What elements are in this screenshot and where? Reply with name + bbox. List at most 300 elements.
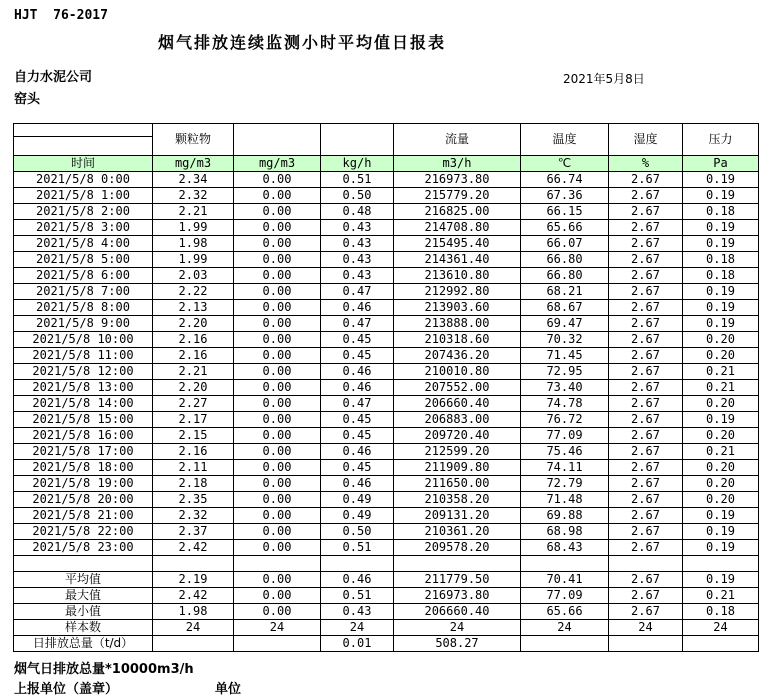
value-cell: 0.46 <box>321 380 394 396</box>
summary-value-cell: 0.51 <box>321 588 394 604</box>
value-cell: 0.43 <box>321 220 394 236</box>
value-cell: 0.20 <box>683 460 759 476</box>
value-cell: 0.00 <box>234 316 321 332</box>
spacer-cell <box>683 556 759 572</box>
unit-pressure: Pa <box>683 156 759 172</box>
time-cell: 2021/5/8 2:00 <box>14 204 153 220</box>
summary-value-cell: 24 <box>609 620 683 636</box>
spacer-cell <box>153 556 234 572</box>
value-cell: 0.19 <box>683 220 759 236</box>
summary-value-cell <box>683 636 759 652</box>
value-cell: 0.19 <box>683 540 759 556</box>
table-row <box>14 236 759 252</box>
spacer-cell <box>394 556 521 572</box>
spacer-row <box>14 556 759 572</box>
time-cell: 2021/5/8 21:00 <box>14 508 153 524</box>
unit-row <box>14 156 759 172</box>
time-cell: 2021/5/8 22:00 <box>14 524 153 540</box>
value-cell: 2.67 <box>609 524 683 540</box>
value-cell: 2.67 <box>609 492 683 508</box>
value-cell: 2.03 <box>153 268 234 284</box>
time-cell: 2021/5/8 19:00 <box>14 476 153 492</box>
value-cell: 71.48 <box>521 492 609 508</box>
value-cell: 0.19 <box>683 524 759 540</box>
value-cell: 0.00 <box>234 252 321 268</box>
value-cell: 65.66 <box>521 220 609 236</box>
value-cell: 0.21 <box>683 364 759 380</box>
value-cell: 209578.20 <box>394 540 521 556</box>
value-cell: 0.19 <box>683 284 759 300</box>
value-cell: 1.99 <box>153 252 234 268</box>
value-cell: 2.32 <box>153 188 234 204</box>
value-cell: 76.72 <box>521 412 609 428</box>
value-cell: 2.13 <box>153 300 234 316</box>
value-cell: 2.67 <box>609 332 683 348</box>
value-cell: 207436.20 <box>394 348 521 364</box>
value-cell: 0.00 <box>234 348 321 364</box>
value-cell: 2.67 <box>609 476 683 492</box>
value-cell: 2.67 <box>609 268 683 284</box>
table-row <box>14 332 759 348</box>
value-cell: 0.18 <box>683 252 759 268</box>
summary-value-cell <box>521 636 609 652</box>
time-cell: 2021/5/8 15:00 <box>14 412 153 428</box>
value-cell: 213610.80 <box>394 268 521 284</box>
value-cell: 206883.00 <box>394 412 521 428</box>
summary-value-cell: 24 <box>234 620 321 636</box>
value-cell: 0.00 <box>234 220 321 236</box>
value-cell: 2.35 <box>153 492 234 508</box>
value-cell: 2.67 <box>609 316 683 332</box>
reporting-unit-label: 上报单位（盖章） <box>14 682 119 697</box>
value-cell: 0.19 <box>683 316 759 332</box>
value-cell: 212599.20 <box>394 444 521 460</box>
table-row <box>14 300 759 316</box>
table-row <box>14 540 759 556</box>
table-row <box>14 460 759 476</box>
value-cell: 2.16 <box>153 332 234 348</box>
value-cell: 0.46 <box>321 444 394 460</box>
value-cell: 0.49 <box>321 492 394 508</box>
time-cell: 2021/5/8 1:00 <box>14 188 153 204</box>
unit-label: 单位 <box>215 682 242 697</box>
summary-value-cell: 77.09 <box>521 588 609 604</box>
value-cell: 207552.00 <box>394 380 521 396</box>
value-cell: 210361.20 <box>394 524 521 540</box>
value-cell: 66.80 <box>521 268 609 284</box>
value-cell: 66.07 <box>521 236 609 252</box>
value-cell: 0.00 <box>234 380 321 396</box>
value-cell: 77.09 <box>521 428 609 444</box>
value-cell: 2.67 <box>609 508 683 524</box>
value-cell: 0.19 <box>683 412 759 428</box>
value-cell: 1.98 <box>153 236 234 252</box>
summary-value-cell: 2.42 <box>153 588 234 604</box>
value-cell: 0.00 <box>234 476 321 492</box>
time-cell: 2021/5/8 6:00 <box>14 268 153 284</box>
value-cell: 0.00 <box>234 460 321 476</box>
summary-value-cell: 0.21 <box>683 588 759 604</box>
time-header: 时间 <box>14 156 153 172</box>
value-cell: 209131.20 <box>394 508 521 524</box>
value-cell: 0.46 <box>321 476 394 492</box>
value-cell: 2.67 <box>609 364 683 380</box>
value-cell: 0.00 <box>234 396 321 412</box>
time-cell: 2021/5/8 12:00 <box>14 364 153 380</box>
table-row <box>14 284 759 300</box>
value-cell: 2.15 <box>153 428 234 444</box>
summary-value-cell: 70.41 <box>521 572 609 588</box>
value-cell: 0.51 <box>321 172 394 188</box>
summary-value-cell <box>609 636 683 652</box>
value-cell: 0.00 <box>234 204 321 220</box>
value-cell: 0.19 <box>683 172 759 188</box>
value-cell: 2.67 <box>609 284 683 300</box>
standard-number: HJT 76-2017 <box>14 8 108 23</box>
value-cell: 68.98 <box>521 524 609 540</box>
summary-value-cell: 0.46 <box>321 572 394 588</box>
group-header-temperature: 温度 <box>521 124 609 156</box>
value-cell: 0.00 <box>234 332 321 348</box>
value-cell: 74.11 <box>521 460 609 476</box>
value-cell: 0.49 <box>321 508 394 524</box>
value-cell: 0.00 <box>234 268 321 284</box>
company-name: 自力水泥公司 <box>14 70 93 85</box>
value-cell: 2.67 <box>609 428 683 444</box>
value-cell: 2.21 <box>153 364 234 380</box>
summary-value-cell: 24 <box>153 620 234 636</box>
value-cell: 74.78 <box>521 396 609 412</box>
value-cell: 68.21 <box>521 284 609 300</box>
summary-value-cell: 206660.40 <box>394 604 521 620</box>
group-header-pressure: 压力 <box>683 124 759 156</box>
table-row <box>14 380 759 396</box>
value-cell: 70.32 <box>521 332 609 348</box>
value-cell: 213888.00 <box>394 316 521 332</box>
value-cell: 0.20 <box>683 332 759 348</box>
table-row <box>14 220 759 236</box>
time-cell: 2021/5/8 9:00 <box>14 316 153 332</box>
value-cell: 0.19 <box>683 508 759 524</box>
value-cell: 0.00 <box>234 428 321 444</box>
time-cell: 2021/5/8 3:00 <box>14 220 153 236</box>
value-cell: 73.40 <box>521 380 609 396</box>
value-cell: 0.00 <box>234 412 321 428</box>
value-cell: 0.19 <box>683 188 759 204</box>
value-cell: 0.00 <box>234 540 321 556</box>
corner-cell-bottom <box>14 137 153 156</box>
value-cell: 2.18 <box>153 476 234 492</box>
time-cell: 2021/5/8 17:00 <box>14 444 153 460</box>
summary-value-cell: 2.67 <box>609 572 683 588</box>
summary-value-cell: 24 <box>321 620 394 636</box>
value-cell: 0.43 <box>321 252 394 268</box>
spacer-cell <box>234 556 321 572</box>
table-row <box>14 412 759 428</box>
report-date: 2021年5月8日 <box>563 72 645 86</box>
summary-value-cell: 2.19 <box>153 572 234 588</box>
value-cell: 216973.80 <box>394 172 521 188</box>
time-cell: 2021/5/8 5:00 <box>14 252 153 268</box>
summary-value-cell: 24 <box>521 620 609 636</box>
summary-label-cell: 最大值 <box>14 588 153 604</box>
summary-value-cell: 0.19 <box>683 572 759 588</box>
value-cell: 0.45 <box>321 332 394 348</box>
value-cell: 2.67 <box>609 540 683 556</box>
table-row <box>14 204 759 220</box>
value-cell: 68.43 <box>521 540 609 556</box>
time-cell: 2021/5/8 23:00 <box>14 540 153 556</box>
value-cell: 2.67 <box>609 444 683 460</box>
summary-value-cell: 24 <box>394 620 521 636</box>
summary-row <box>14 620 759 636</box>
value-cell: 0.21 <box>683 444 759 460</box>
value-cell: 206660.40 <box>394 396 521 412</box>
value-cell: 0.18 <box>683 268 759 284</box>
value-cell: 0.50 <box>321 524 394 540</box>
value-cell: 0.19 <box>683 236 759 252</box>
table-row <box>14 492 759 508</box>
summary-value-cell: 508.27 <box>394 636 521 652</box>
value-cell: 0.00 <box>234 284 321 300</box>
value-cell: 212992.80 <box>394 284 521 300</box>
value-cell: 0.45 <box>321 428 394 444</box>
value-cell: 68.67 <box>521 300 609 316</box>
report-table <box>13 123 759 652</box>
value-cell: 69.47 <box>521 316 609 332</box>
value-cell: 0.43 <box>321 268 394 284</box>
value-cell: 0.21 <box>683 380 759 396</box>
value-cell: 66.80 <box>521 252 609 268</box>
time-cell: 2021/5/8 11:00 <box>14 348 153 364</box>
summary-value-cell: 0.18 <box>683 604 759 620</box>
value-cell: 2.67 <box>609 220 683 236</box>
time-cell: 2021/5/8 18:00 <box>14 460 153 476</box>
value-cell: 0.18 <box>683 204 759 220</box>
value-cell: 214708.80 <box>394 220 521 236</box>
table-row <box>14 428 759 444</box>
summary-value-cell: 0.01 <box>321 636 394 652</box>
group-header-blank-1 <box>234 124 321 156</box>
value-cell: 216825.00 <box>394 204 521 220</box>
value-cell: 69.88 <box>521 508 609 524</box>
time-cell: 2021/5/8 4:00 <box>14 236 153 252</box>
value-cell: 0.45 <box>321 348 394 364</box>
summary-value-cell: 65.66 <box>521 604 609 620</box>
value-cell: 2.67 <box>609 252 683 268</box>
value-cell: 0.47 <box>321 316 394 332</box>
value-cell: 0.20 <box>683 476 759 492</box>
summary-value-cell: 0.00 <box>234 588 321 604</box>
value-cell: 2.67 <box>609 236 683 252</box>
summary-value-cell: 2.67 <box>609 604 683 620</box>
summary-label-cell: 样本数 <box>14 620 153 636</box>
summary-row <box>14 572 759 588</box>
unit-pm-rate: kg/h <box>321 156 394 172</box>
table-row <box>14 396 759 412</box>
value-cell: 2.37 <box>153 524 234 540</box>
value-cell: 0.43 <box>321 236 394 252</box>
summary-value-cell: 211779.50 <box>394 572 521 588</box>
value-cell: 2.67 <box>609 460 683 476</box>
time-cell: 2021/5/8 7:00 <box>14 284 153 300</box>
time-cell: 2021/5/8 0:00 <box>14 172 153 188</box>
summary-value-cell: 0.43 <box>321 604 394 620</box>
group-header-row <box>14 124 759 137</box>
value-cell: 2.11 <box>153 460 234 476</box>
value-cell: 0.00 <box>234 188 321 204</box>
table-row <box>14 268 759 284</box>
summary-label-cell: 日排放总量（t/d） <box>14 636 153 652</box>
value-cell: 0.46 <box>321 300 394 316</box>
value-cell: 0.47 <box>321 284 394 300</box>
value-cell: 0.00 <box>234 444 321 460</box>
value-cell: 209720.40 <box>394 428 521 444</box>
group-header-particulate: 颗粒物 <box>153 124 234 156</box>
summary-value-cell: 1.98 <box>153 604 234 620</box>
value-cell: 2.20 <box>153 316 234 332</box>
value-cell: 0.47 <box>321 396 394 412</box>
value-cell: 210010.80 <box>394 364 521 380</box>
value-cell: 2.67 <box>609 300 683 316</box>
summary-value-cell: 0.00 <box>234 572 321 588</box>
hourly-rows <box>14 172 759 556</box>
value-cell: 2.22 <box>153 284 234 300</box>
value-cell: 72.95 <box>521 364 609 380</box>
summary-value-cell <box>153 636 234 652</box>
value-cell: 0.50 <box>321 188 394 204</box>
time-cell: 2021/5/8 13:00 <box>14 380 153 396</box>
table-row <box>14 172 759 188</box>
value-cell: 214361.40 <box>394 252 521 268</box>
time-cell: 2021/5/8 8:00 <box>14 300 153 316</box>
spacer-cell <box>609 556 683 572</box>
summary-row <box>14 604 759 620</box>
group-header-blank-2 <box>321 124 394 156</box>
value-cell: 2.67 <box>609 380 683 396</box>
report-table-wrap <box>13 123 759 652</box>
time-cell: 2021/5/8 14:00 <box>14 396 153 412</box>
monitoring-point: 窑头 <box>14 92 41 107</box>
value-cell: 0.00 <box>234 508 321 524</box>
unit-pm-concentration-2: mg/m3 <box>234 156 321 172</box>
value-cell: 0.00 <box>234 492 321 508</box>
value-cell: 0.20 <box>683 492 759 508</box>
value-cell: 210358.20 <box>394 492 521 508</box>
value-cell: 0.00 <box>234 172 321 188</box>
value-cell: 0.19 <box>683 300 759 316</box>
summary-label-cell: 平均值 <box>14 572 153 588</box>
unit-pm-concentration: mg/m3 <box>153 156 234 172</box>
value-cell: 2.67 <box>609 348 683 364</box>
value-cell: 2.20 <box>153 380 234 396</box>
summary-row <box>14 588 759 604</box>
value-cell: 2.67 <box>609 396 683 412</box>
time-cell: 2021/5/8 10:00 <box>14 332 153 348</box>
summary-label-cell: 最小值 <box>14 604 153 620</box>
value-cell: 2.16 <box>153 348 234 364</box>
value-cell: 0.45 <box>321 412 394 428</box>
table-row <box>14 316 759 332</box>
summary-row <box>14 636 759 652</box>
table-row <box>14 348 759 364</box>
value-cell: 2.32 <box>153 508 234 524</box>
unit-temperature: ℃ <box>521 156 609 172</box>
table-row <box>14 252 759 268</box>
unit-humidity: % <box>609 156 683 172</box>
value-cell: 0.45 <box>321 460 394 476</box>
table-row <box>14 524 759 540</box>
value-cell: 211650.00 <box>394 476 521 492</box>
value-cell: 215779.20 <box>394 188 521 204</box>
spacer-cell <box>14 556 153 572</box>
value-cell: 0.48 <box>321 204 394 220</box>
total-emission-note: 烟气日排放总量*10000m3/h <box>14 662 194 677</box>
value-cell: 0.00 <box>234 300 321 316</box>
value-cell: 2.17 <box>153 412 234 428</box>
corner-cell-top <box>14 124 153 137</box>
time-cell: 2021/5/8 20:00 <box>14 492 153 508</box>
summary-value-cell: 2.67 <box>609 588 683 604</box>
value-cell: 2.67 <box>609 412 683 428</box>
table-row <box>14 508 759 524</box>
value-cell: 66.74 <box>521 172 609 188</box>
value-cell: 213903.60 <box>394 300 521 316</box>
value-cell: 72.79 <box>521 476 609 492</box>
value-cell: 0.00 <box>234 524 321 540</box>
page-title: 烟气排放连续监测小时平均值日报表 <box>158 33 447 52</box>
value-cell: 2.42 <box>153 540 234 556</box>
spacer-cell <box>521 556 609 572</box>
summary-value-cell: 0.00 <box>234 604 321 620</box>
group-header-flow: 流量 <box>394 124 521 156</box>
value-cell: 66.15 <box>521 204 609 220</box>
value-cell: 211909.80 <box>394 460 521 476</box>
summary-rows <box>14 556 759 652</box>
value-cell: 0.20 <box>683 396 759 412</box>
value-cell: 71.45 <box>521 348 609 364</box>
value-cell: 215495.40 <box>394 236 521 252</box>
value-cell: 2.27 <box>153 396 234 412</box>
value-cell: 0.00 <box>234 364 321 380</box>
group-header-humidity: 湿度 <box>609 124 683 156</box>
value-cell: 67.36 <box>521 188 609 204</box>
value-cell: 2.67 <box>609 172 683 188</box>
summary-value-cell <box>234 636 321 652</box>
value-cell: 2.67 <box>609 188 683 204</box>
value-cell: 0.20 <box>683 428 759 444</box>
table-row <box>14 476 759 492</box>
value-cell: 1.99 <box>153 220 234 236</box>
value-cell: 0.51 <box>321 540 394 556</box>
time-cell: 2021/5/8 16:00 <box>14 428 153 444</box>
table-row <box>14 188 759 204</box>
spacer-cell <box>321 556 394 572</box>
value-cell: 2.34 <box>153 172 234 188</box>
value-cell: 75.46 <box>521 444 609 460</box>
value-cell: 0.46 <box>321 364 394 380</box>
unit-flow: m3/h <box>394 156 521 172</box>
table-row <box>14 444 759 460</box>
value-cell: 2.21 <box>153 204 234 220</box>
value-cell: 2.16 <box>153 444 234 460</box>
value-cell: 210318.60 <box>394 332 521 348</box>
value-cell: 2.67 <box>609 204 683 220</box>
value-cell: 0.00 <box>234 236 321 252</box>
summary-value-cell: 24 <box>683 620 759 636</box>
value-cell: 0.20 <box>683 348 759 364</box>
summary-value-cell: 216973.80 <box>394 588 521 604</box>
